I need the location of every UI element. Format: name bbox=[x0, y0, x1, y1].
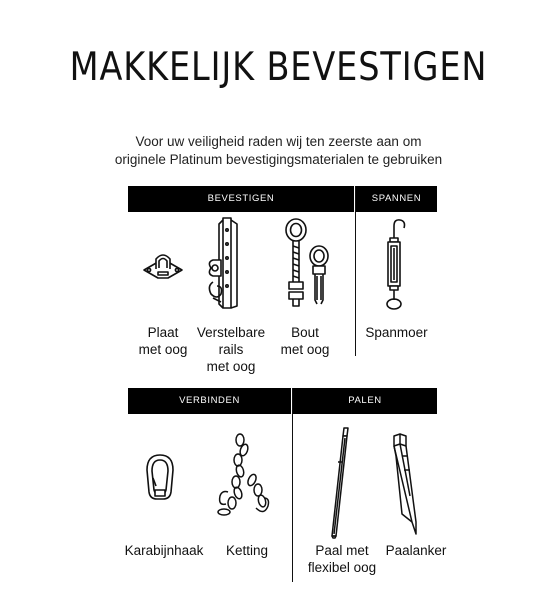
item-label-rails-line2: rails bbox=[218, 342, 244, 357]
subtitle-line-1: Voor uw veiligheid raden wij ten zeerste aan om bbox=[135, 134, 422, 149]
item-label-spanmoer bbox=[356, 324, 437, 341]
item-label-paalanker bbox=[378, 542, 454, 559]
item-label-ketting-line1: Ketting bbox=[225, 543, 269, 558]
turnbuckle-icon bbox=[374, 216, 414, 310]
subtitle bbox=[0, 133, 557, 169]
subtitle-line-2: originele Platinum bevestigingsmaterialen te gebruiken bbox=[114, 152, 443, 167]
section-divider-bottom bbox=[292, 388, 293, 582]
chain-icon bbox=[212, 432, 274, 518]
item-label-plaat-line2: met oog bbox=[138, 342, 188, 357]
item-label-plaat-line1: Plaat bbox=[147, 325, 179, 340]
page-title: MAKKELIJK BEVESTIGEN bbox=[69, 45, 488, 90]
adjustable-rail-icon bbox=[205, 216, 249, 310]
item-label-bout-line2: met oog bbox=[280, 342, 330, 357]
item-label-plaat bbox=[128, 324, 198, 358]
item-label-bout-line1: Bout bbox=[291, 325, 319, 340]
item-label-paal bbox=[296, 542, 388, 576]
item-label-paal-line2: flexibel oog bbox=[307, 560, 377, 575]
item-label-rails bbox=[190, 324, 272, 375]
item-label-paalanker-line1: Paalanker bbox=[385, 543, 447, 558]
item-label-rails-line1: Verstelbare bbox=[196, 325, 266, 340]
pole-icon bbox=[326, 424, 358, 540]
section-header-spannen: SPANNEN bbox=[356, 186, 437, 212]
pole-anchor-icon bbox=[386, 426, 422, 538]
item-label-karabijnhaak bbox=[116, 542, 212, 559]
item-label-bout bbox=[270, 324, 340, 358]
section-header-verbinden: VERBINDEN bbox=[128, 388, 291, 414]
section-header-bevestigen: BEVESTIGEN bbox=[128, 186, 354, 212]
item-label-rails-line3: met oog bbox=[206, 359, 256, 374]
section-header-palen: PALEN bbox=[293, 388, 437, 414]
carabiner-icon bbox=[143, 452, 177, 502]
item-label-karabijnhaak-line1: Karabijnhaak bbox=[124, 543, 204, 558]
eye-plate-icon bbox=[140, 250, 186, 286]
item-label-paal-line1: Paal met bbox=[315, 543, 369, 558]
item-label-ketting bbox=[214, 542, 280, 559]
item-label-spanmoer-line1: Spanmoer bbox=[365, 325, 428, 340]
eye-bolt-icon bbox=[279, 216, 337, 310]
